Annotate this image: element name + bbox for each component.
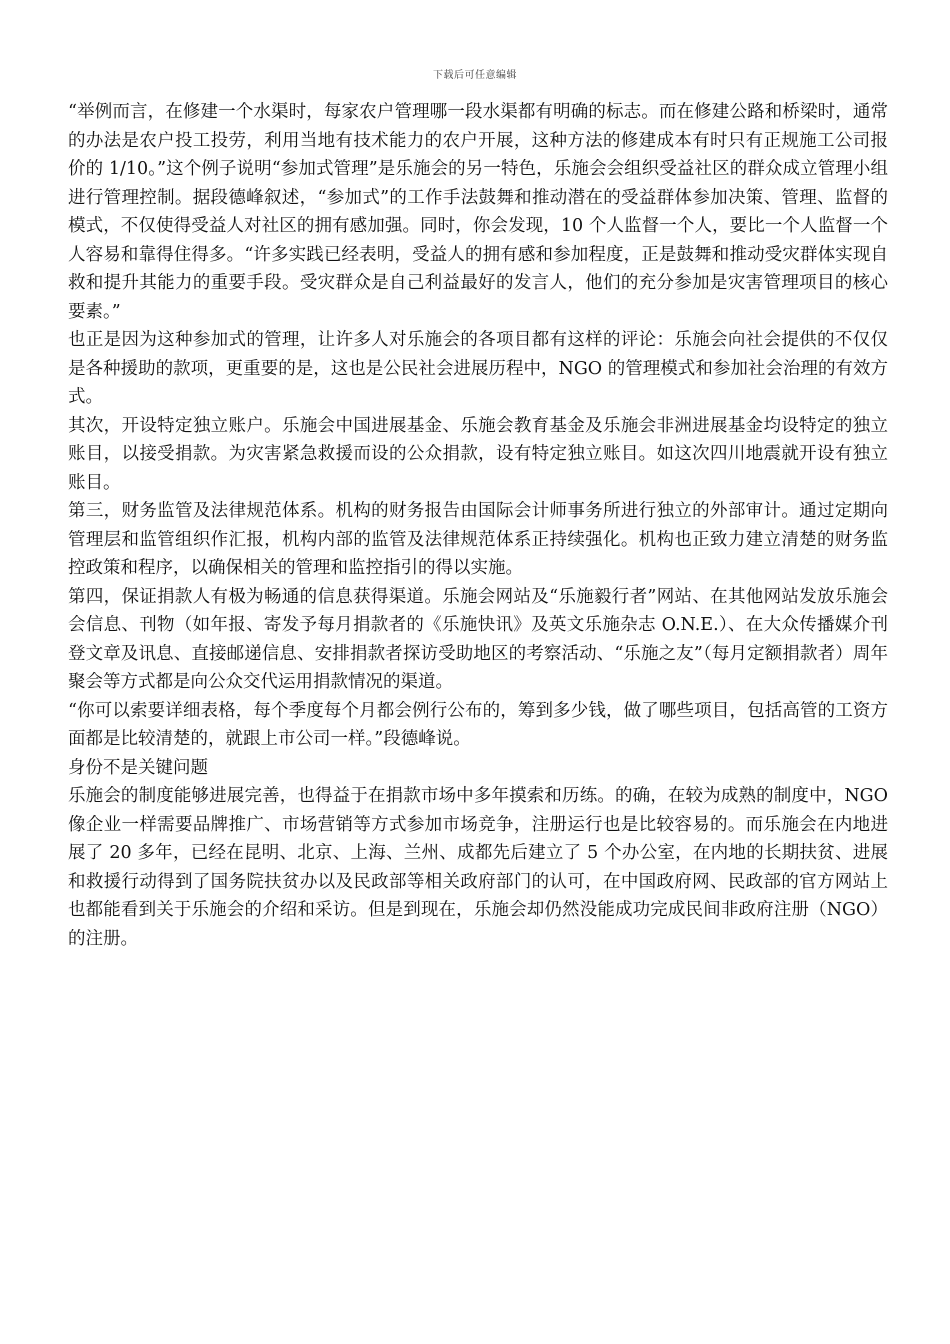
- paragraph-financial-supervision: 第三，财务监管及法律规范体系。机构的财务报告由国际会计师事务所进行独立的外部审计。通过定期向管理层和监管组织作汇报，机构内部的监管及法律规范体系正持续强化。机构也正致力建立清楚的财务监控政策和程序，以确保相关的管理和监控指引的得以实施。: [68, 501, 888, 578]
- paragraph-participatory-management: “举例而言，在修建一个水渠时，每家农户管理哪一段水渠都有明确的标志。而在修建公路和桥梁时，通常的办法是农户投工投劳，利用当地有技术能力的农户开展，这种方法的修建成本有时只有正规施工公司报价的 1/10。”这个例子说明“参加式管理”是乐施会的另一特色，乐施会会组织受益社区的群众成立管理小组进行管理控制。据段德峰叙述，“参加式”的工作手法鼓舞和推动潜在的受益群体参加决策、管理、监督的模式，不仅使得受益人对社区的拥有感加强。同时，你会发现，10 个人监督一个人，要比一个人监督一个人容易和靠得住得多。“许多实践已经表明，受益人的拥有感和参加程度，正是鼓舞和推动受灾群体实现自救和提升其能力的重要手段。受灾群众是自己利益最好的发言人，他们的充分参加是灾害管理项目的核心要素。”: [68, 102, 888, 322]
- paragraph-registration: 乐施会的制度能够进展完善，也得益于在捐款市场中多年摸索和历练。的确，在较为成熟的制度中，NGO 像企业一样需要品牌推广、市场营销等方式参加市场竞争，注册运行也是比较容易的。而乐施会在内地进展了 20 多年，已经在昆明、北京、上海、兰州、成都先后建立了 5 个办公室，在内地的长期扶贫、进展和救援行动得到了国务院扶贫办以及民政部等相关政府部门的认可，在中国政府网、民政部的官方网站上也都能看到关于乐施会的介绍和采访。但是到现在，乐施会却仍然没能成功完成民间非政府注册（NGO）的注册。: [68, 786, 888, 949]
- paragraph-evaluation: 也正是因为这种参加式的管理，让许多人对乐施会的各项目都有这样的评论：乐施会向社会提供的不仅仅是各种援助的款项，更重要的是，这也是公民社会进展历程中，NGO 的管理模式和参加社会治理的有效方式。: [68, 330, 888, 407]
- page-header: 下载后可任意编辑: [433, 70, 517, 81]
- paragraph-independent-accounts: 其次，开设特定独立账户。乐施会中国进展基金、乐施会教育基金及乐施会非洲进展基金均设特定的独立账目，以接受捐款。为灾害紧急救援而设的公众捐款，设有特定独立账目。如这次四川地震就开设有独立账目。: [68, 415, 888, 493]
- document-body: [68, 98, 888, 953]
- section-heading: 身份不是关键问题: [68, 757, 208, 778]
- paragraph-information-channels: 第四，保证捐款人有极为畅通的信息获得渠道。乐施会网站及“乐施毅行者”网站、在其他网站发放乐施会会信息、刊物（如年报、寄发予每月捐款者的《乐施快讯》及英文乐施杂志 O.N.E.）、在大众传播媒介刊登文章及讯息、直接邮递信息、安排捐款者探访受助地区的考察活动、“乐施之友”（每月定额捐款者）周年聚会等方式都是向公众交代运用捐款情况的渠道。: [68, 586, 888, 692]
- paragraph-quote: “你可以索要详细表格，每个季度每个月都会例行公布的，筹到多少钱，做了哪些项目，包括高管的工资方面都是比较清楚的，就跟上市公司一样。”段德峰说。: [68, 700, 888, 749]
